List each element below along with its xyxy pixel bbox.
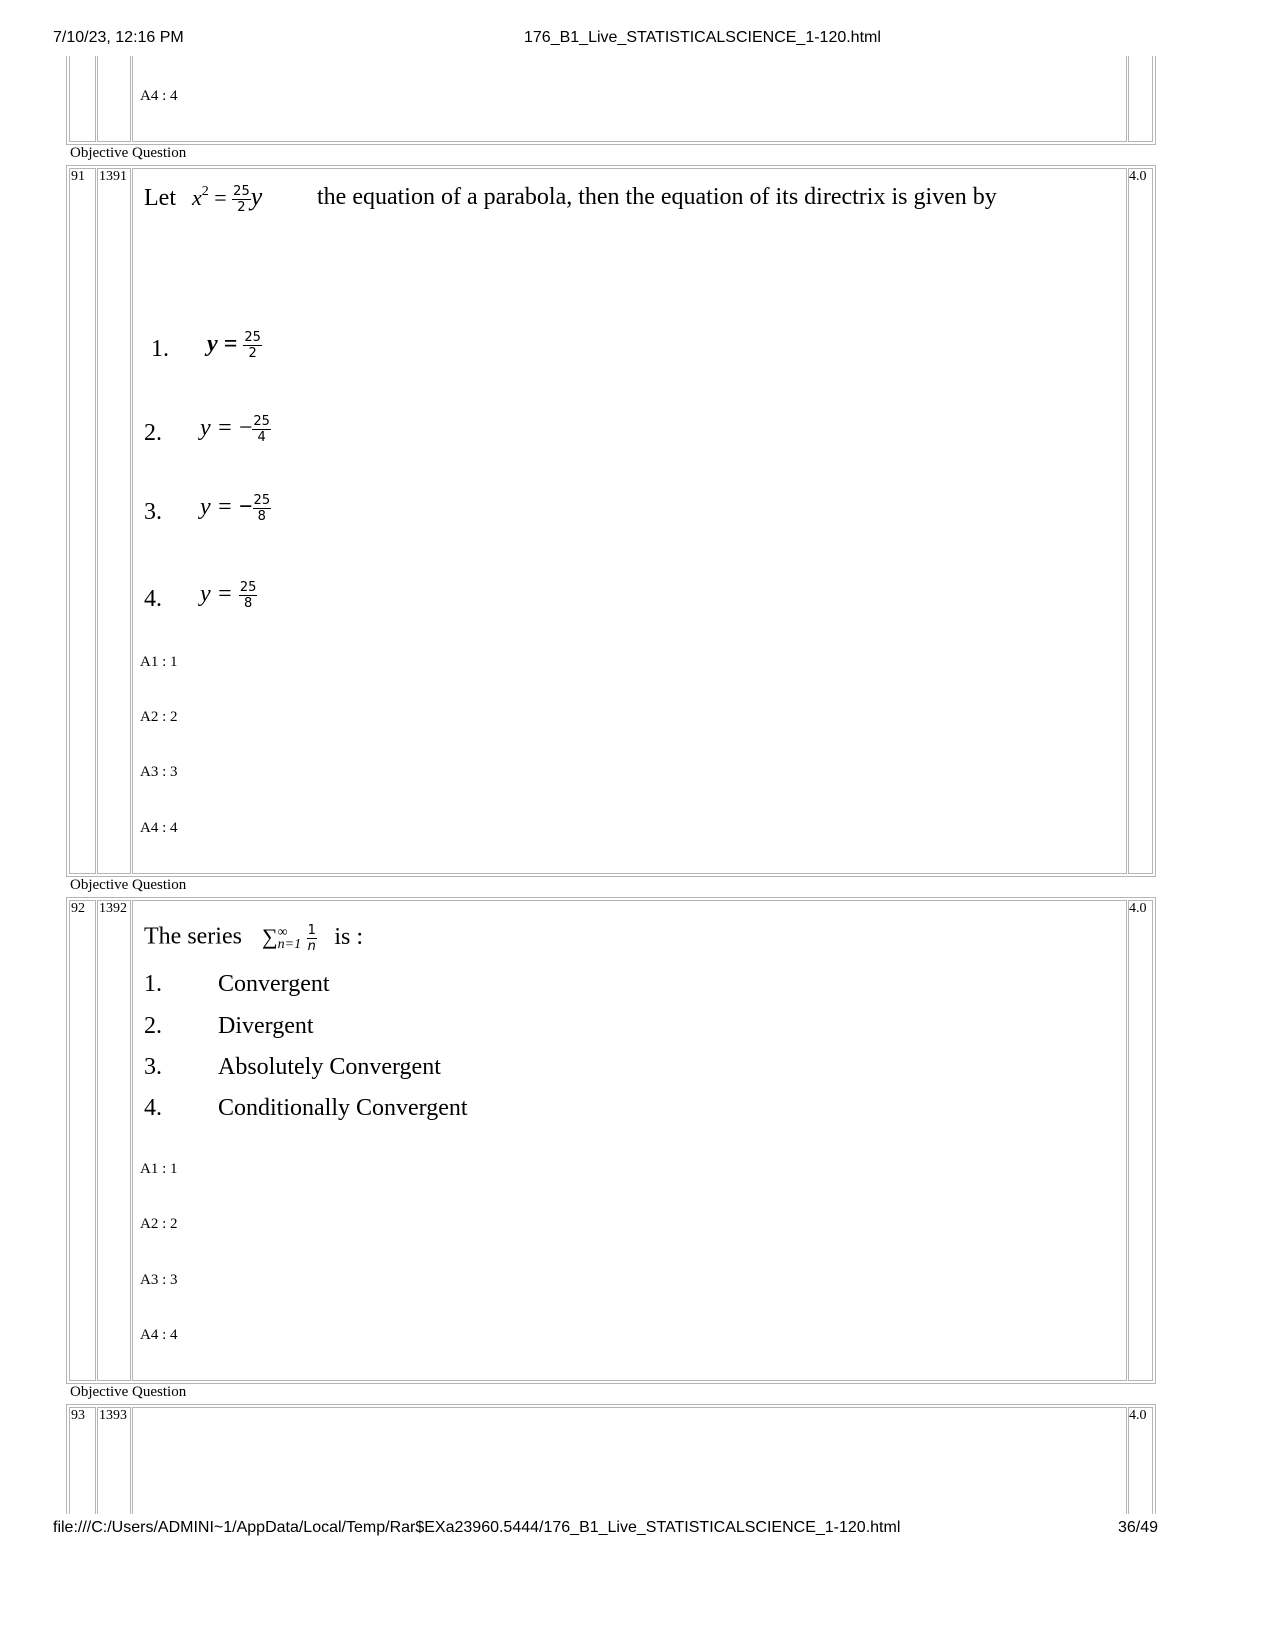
q91-stem-prefix: Let xyxy=(144,185,176,211)
prev-marks-cell xyxy=(1128,56,1153,142)
q92-option-2-number: 2. xyxy=(144,1013,162,1039)
q91-question-id: 1391 xyxy=(99,169,127,184)
prev-answer-a4: A4 : 4 xyxy=(140,88,178,104)
q92-sno-cell xyxy=(69,900,96,1381)
q93-question-id: 1393 xyxy=(99,1408,127,1423)
q91-option-3-fraction: $\frac{25}{8}$ xyxy=(253,493,271,524)
q91-answer-a3: A3 : 3 xyxy=(140,764,178,780)
q91-option-1-number: 1. xyxy=(151,336,169,362)
q92-question-text xyxy=(144,923,363,954)
q92-option-4-number: 4. xyxy=(144,1095,162,1121)
q92-marks: 4.0 xyxy=(1129,901,1147,916)
q92-option-4-text: Conditionally Convergent xyxy=(218,1095,468,1121)
q91-option-3-equation: y = − $\frac{25}{8}$ xyxy=(200,493,271,524)
print-file-path: file:///C:/Users/ADMINI~1/AppData/Local/Temp/Rar$EXa23960.5444/176_B1_Live_STATISTICALSCIENCE_1-120.html xyxy=(53,1519,901,1536)
q91-option-4-fraction: $\frac{25}{8}$ xyxy=(239,580,257,611)
q92-option-1-text: Convergent xyxy=(218,971,330,997)
q93-marks: 4.0 xyxy=(1129,1408,1147,1423)
q92-answer-a2: A2 : 2 xyxy=(140,1216,178,1232)
q91-answer-a4: A4 : 4 xyxy=(140,820,178,836)
print-page-number: 36/49 xyxy=(1118,1519,1159,1536)
q91-option-1-fraction: $\frac{25}{2}$ xyxy=(244,330,261,361)
q92-qid-cell xyxy=(97,900,131,1381)
q91-stem-suffix: the equation of a parabola, then the equation of its directrix is given by xyxy=(317,184,997,210)
q91-option-2-number: 2. xyxy=(144,420,162,446)
q92-option-1-number: 1. xyxy=(144,971,162,997)
q91-option-1-equation: y = $\frac{25}{2}$ xyxy=(207,330,261,361)
q92-serial-number: 92 xyxy=(71,901,85,916)
q92-question-id: 1392 xyxy=(99,901,127,916)
q91-option-2-fraction: $\frac{25}{4}$ xyxy=(253,414,270,445)
q92-marks-cell xyxy=(1128,900,1153,1381)
q92-summation-fraction: $\frac{1}{n}$ xyxy=(307,923,316,954)
q91-section-label: Objective Question xyxy=(70,145,187,161)
q92-stem-suffix: is : xyxy=(334,923,364,950)
q92-answer-a4: A4 : 4 xyxy=(140,1327,178,1343)
q92-answer-a1: A1 : 1 xyxy=(140,1161,178,1177)
q91-sno-cell xyxy=(69,168,96,874)
q92-stem-prefix: The series xyxy=(144,923,242,950)
q91-question-text xyxy=(144,182,262,215)
print-datetime: 7/10/23, 12:16 PM xyxy=(53,29,184,46)
q91-content-cell xyxy=(132,168,1127,874)
q92-option-3-text: Absolutely Convergent xyxy=(218,1054,441,1080)
q92-section-label: Objective Question xyxy=(70,877,187,893)
q91-answer-a1: A1 : 1 xyxy=(140,654,178,670)
q91-option-4-number: 4. xyxy=(144,586,162,612)
q91-stem-equation: $x^2$ = $\frac{25}{2}$ y xyxy=(191,182,263,216)
q91-marks: 4.0 xyxy=(1129,169,1147,184)
q91-option-3-number: 3. xyxy=(144,499,162,525)
q92-answer-a3: A3 : 3 xyxy=(140,1272,178,1288)
q91-serial-number: 91 xyxy=(71,169,85,184)
q91-stem-fraction: $\frac{25}{2}$ xyxy=(233,184,250,216)
q91-option-2-equation: y = − $\frac{25}{4}$ xyxy=(200,414,270,445)
q91-option-4-equation: y = $\frac{25}{8}$ xyxy=(200,580,257,611)
prev-sno-cell xyxy=(69,56,96,142)
q93-section-label: Objective Question xyxy=(70,1384,187,1400)
q93-serial-number: 93 xyxy=(71,1408,85,1423)
print-document-title: 176_B1_Live_STATISTICALSCIENCE_1-120.html xyxy=(524,29,881,46)
q92-option-3-number: 3. xyxy=(144,1054,162,1080)
q92-option-2-text: Divergent xyxy=(218,1013,314,1039)
q92-summation: ∑ ∞ n=1 $\frac{1}{n}$ xyxy=(261,923,316,954)
prev-qid-cell xyxy=(97,56,131,142)
q91-qid-cell xyxy=(97,168,131,874)
prev-content-cell xyxy=(132,56,1127,142)
q91-answer-a2: A2 : 2 xyxy=(140,709,178,725)
q91-marks-cell xyxy=(1128,168,1153,874)
q93-content-cell xyxy=(132,1407,1127,1514)
